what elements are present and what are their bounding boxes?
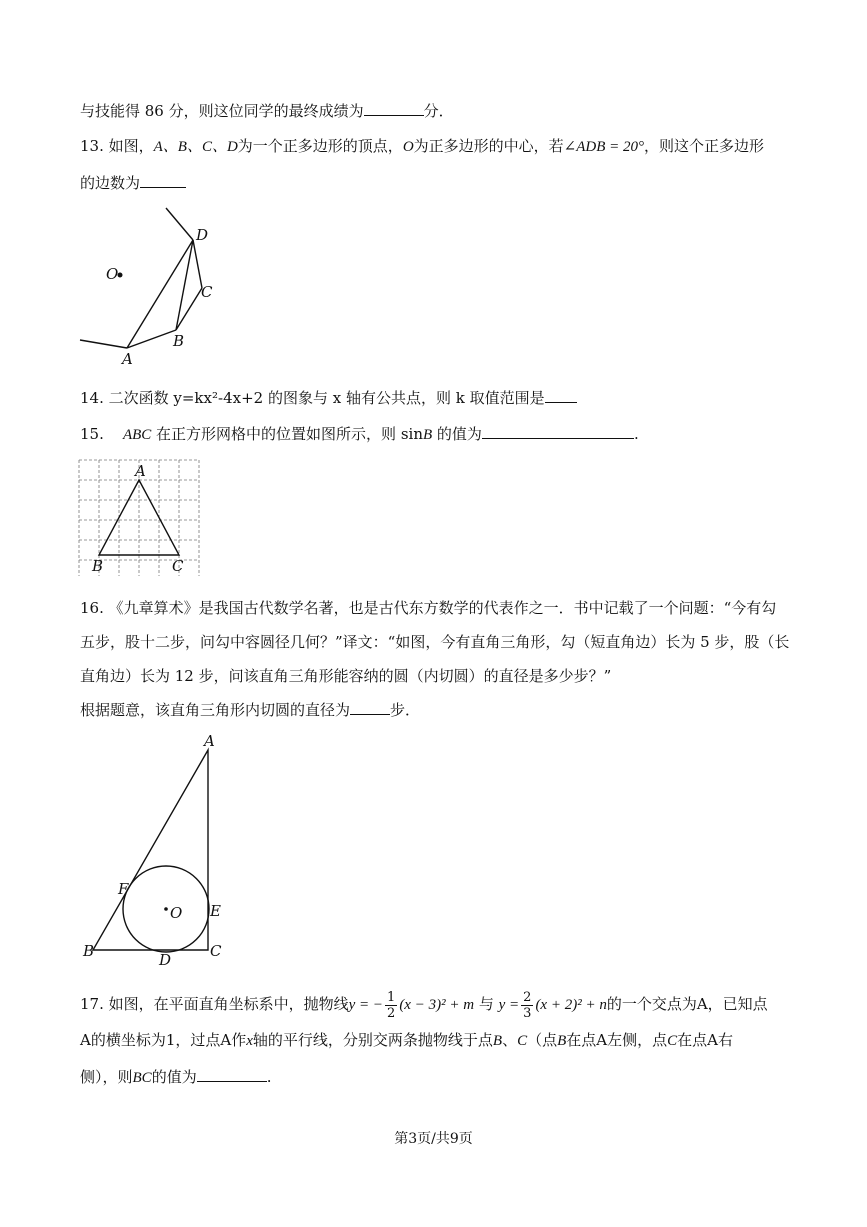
q17-line-3: 侧），则BC的值为 .	[80, 1068, 272, 1086]
label-c: C	[172, 557, 184, 575]
q16-line-3: 直角边）长为 12 步，问该直角三角形能容纳的圆（内切圆）的直径是多少步？”	[80, 667, 612, 685]
q12-line: 与技能得 86 分，则这位同学的最终成绩为 分．	[80, 102, 454, 120]
q15-line: 15. ABC 在正方形网格中的位置如图所示，则 sinB 的值为 .	[80, 425, 639, 443]
label-b: B	[83, 942, 95, 960]
q15-figure	[76, 456, 202, 586]
fraction-one-half: $\frac{1}{2}$	[387, 989, 396, 1021]
label-c: C	[201, 283, 213, 301]
label-o: O	[106, 265, 119, 283]
q13-answer-blank	[140, 172, 186, 188]
q16-line-4: 根据题意，该直角三角形内切圆的直径为 步．	[80, 701, 421, 719]
polygon-edge	[166, 208, 193, 240]
label-b: B	[92, 557, 104, 575]
fraction-two-thirds: $\frac{2}{3}$	[523, 989, 532, 1021]
q16-line-1: 16. 《九章算术》是我国古代数学名著，也是古代东方数学的代表作之一．书中记载了一个问题：“今有勾	[80, 599, 777, 617]
q13-line-1: 13. 如图，A、B、C、D为一个正多边形的顶点，O为正多边形的中心，若∠ADB = 20°，则这个正多边形	[80, 137, 765, 155]
q17-line-1: 17. 如图，在平面直角坐标系中，抛物线y = − $\frac{1}{2}$ (x − 3)² + m 与 y = $\frac{2}{3}$ (x + 2)² + n的一个交点为A，已知点	[80, 989, 768, 1021]
page-footer: 第3页/共9页	[394, 1131, 473, 1147]
q13-line-2: 的边数为	[80, 172, 186, 193]
q17-line-2: A的横坐标为1，过点A作x轴的平行线，分别交两条抛物线于点B、C（点B在点A左侧，点C在点A右	[80, 1031, 733, 1049]
edge-ab	[127, 330, 176, 348]
q12-answer-blank	[364, 100, 424, 116]
q15-answer-blank	[482, 423, 634, 439]
label-a: A	[204, 732, 215, 750]
right-triangle-abc	[93, 750, 208, 950]
q17-answer-blank	[197, 1066, 267, 1082]
label-f: F	[118, 880, 129, 898]
label-d: D	[196, 226, 209, 244]
center-point	[164, 907, 168, 911]
grid-triangle-diagram	[76, 456, 202, 582]
label-a: A	[135, 462, 146, 480]
edge-cd	[193, 240, 202, 288]
label-c: C	[210, 942, 222, 960]
q14-answer-blank	[545, 387, 577, 403]
label-d: D	[159, 951, 172, 969]
label-a: A	[122, 350, 133, 368]
label-o: O	[170, 904, 183, 922]
q14-line: 14. 二次函数 y=kx²-4x+2 的图象与 x 轴有公共点，则 k 取值范围是	[80, 387, 577, 408]
q13-figure	[70, 200, 250, 374]
polygon-edge	[80, 340, 127, 348]
q16-answer-blank	[350, 699, 390, 715]
label-b: B	[173, 332, 185, 350]
label-e: E	[210, 902, 221, 920]
q16-figure	[78, 730, 238, 974]
incircle-diagram	[78, 730, 238, 970]
q16-line-2: 五步，股十二步，问勾中容圆径几何？”译文：“如图，今有直角三角形，勾（短直角边）长为 5 步，股（长	[80, 633, 790, 651]
polygon-diagram	[70, 200, 250, 370]
